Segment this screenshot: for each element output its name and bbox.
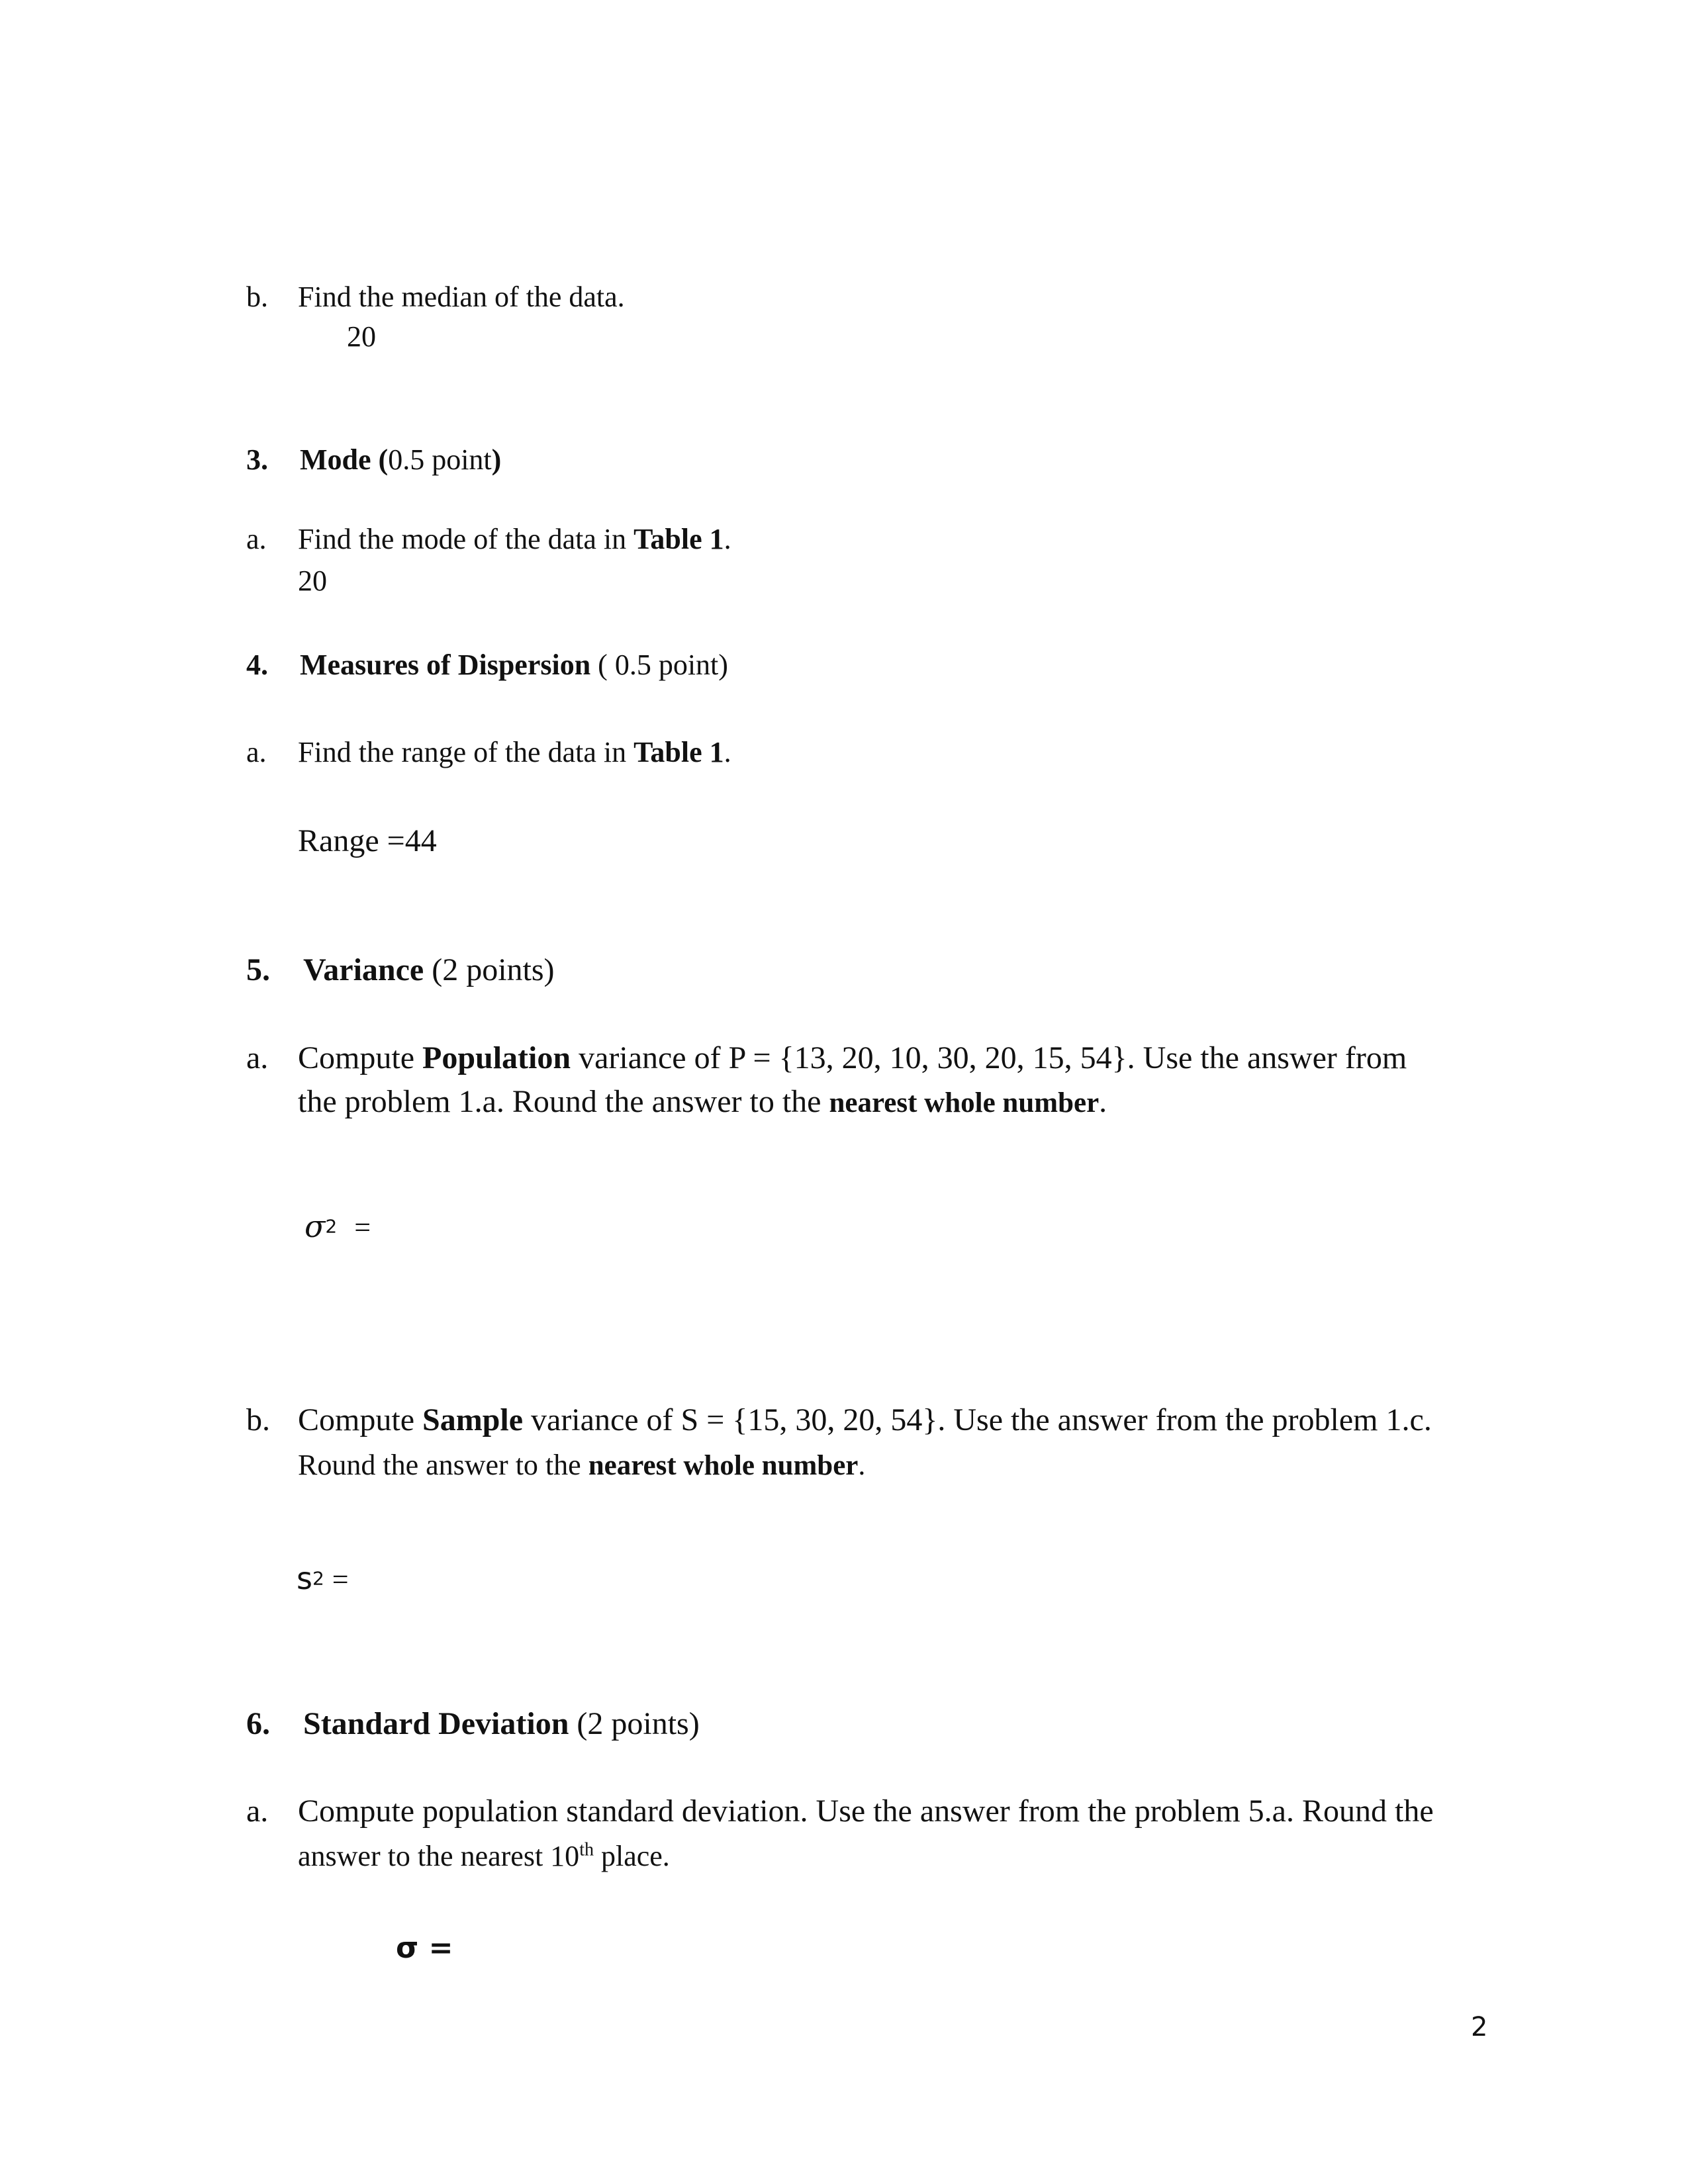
item-3a-answer: 20	[298, 565, 327, 597]
section-5-heading	[246, 952, 555, 989]
section-6-points: (2 points)	[569, 1706, 700, 1741]
item-3a-end: .	[724, 523, 731, 555]
section-3-close: )	[491, 443, 502, 476]
item-6a-marker: a.	[246, 1794, 269, 1829]
item-4a-prompt-text: Find the range of the data in	[298, 736, 634, 768]
item-b-marker: b.	[246, 281, 268, 313]
sigma-exponent: 2	[325, 1215, 338, 1238]
section-3-points: 0.5 point	[388, 443, 492, 476]
item-4a-table-ref: Table 1	[633, 736, 724, 768]
item-5a-marker: a.	[246, 1040, 269, 1075]
sigma-symbol: σ	[305, 1208, 326, 1244]
item-5b-line2-pre: Round the answer to the	[298, 1449, 588, 1481]
item-4a-marker: a.	[246, 736, 267, 768]
item-5b-pre: Compute	[298, 1402, 422, 1437]
section-4-points: ( 0.5 point)	[590, 649, 728, 681]
item-6a-line2-sup: th	[579, 1839, 594, 1860]
section-4-heading	[246, 648, 728, 682]
item-5a-bold: Population	[422, 1040, 571, 1075]
section-6-title: Standard Deviation	[303, 1706, 569, 1741]
section-3-title: Mode (	[300, 443, 389, 476]
item-5b-line2	[298, 1448, 865, 1483]
item-5b-line1	[298, 1402, 1432, 1439]
section-5-title: Variance	[303, 952, 424, 987]
item-6a-line2-end: place.	[593, 1840, 670, 1872]
item-5a-line2-pre: the problem 1.a. Round the answer to the	[298, 1084, 829, 1119]
section-5-points: (2 points)	[424, 952, 555, 987]
item-5a-line2-bold: nearest whole number	[829, 1087, 1100, 1118]
item-6a-line2	[298, 1839, 670, 1874]
item-5b-marker: b.	[246, 1402, 270, 1437]
item-4a-prompt	[298, 735, 731, 770]
item-b-answer: 20	[347, 320, 376, 353]
item-5b-answer	[297, 1561, 349, 1597]
item-3a-prompt	[298, 522, 731, 557]
section-4-number: 4.	[246, 649, 268, 681]
item-5b-bold: Sample	[422, 1402, 524, 1437]
item-6a-line2-pre: answer to the nearest 10	[298, 1840, 580, 1872]
item-3a-prompt-text: Find the mode of the data in	[298, 523, 634, 555]
item-6a-line1: Compute population standard deviation. Use the answer from the problem 5.a. Round the	[298, 1794, 1434, 1829]
item-6a-answer: σ =	[396, 1931, 453, 1965]
item-5a-post: variance of P = {13, 20, 10, 30, 20, 15, 54}. Use the answer from	[571, 1040, 1407, 1075]
section-5-number: 5.	[246, 952, 270, 987]
item-4a-end: .	[724, 736, 731, 768]
item-3a-marker: a.	[246, 523, 267, 555]
section-3-heading	[246, 443, 501, 477]
item-b-prompt: Find the median of the data.	[298, 281, 625, 313]
item-5b-post: variance of S = {15, 30, 20, 54}. Use the answer from the problem 1.c.	[523, 1402, 1432, 1437]
item-5a-pre: Compute	[298, 1040, 422, 1075]
section-3-number: 3.	[246, 443, 268, 476]
section-6-number: 6.	[246, 1706, 270, 1741]
page-number: 2	[1471, 2012, 1488, 2042]
item-5a-line1	[298, 1040, 1407, 1077]
item-5b-line2-end: .	[858, 1449, 866, 1481]
s-exponent: 2	[312, 1567, 324, 1590]
s-equals: =	[332, 1563, 349, 1596]
item-5a-line2-end: .	[1099, 1084, 1107, 1119]
sigma-equals: =	[354, 1211, 371, 1244]
section-4-title: Measures of Dispersion	[300, 649, 591, 681]
item-5a-line2	[298, 1083, 1107, 1122]
item-5a-answer	[305, 1208, 371, 1245]
item-4a-answer: Range =44	[298, 823, 437, 858]
section-6-heading	[246, 1706, 700, 1743]
item-3a-table-ref: Table 1	[633, 523, 724, 555]
item-5b-line2-bold: nearest whole number	[588, 1450, 859, 1481]
s-symbol: s	[297, 1561, 312, 1596]
